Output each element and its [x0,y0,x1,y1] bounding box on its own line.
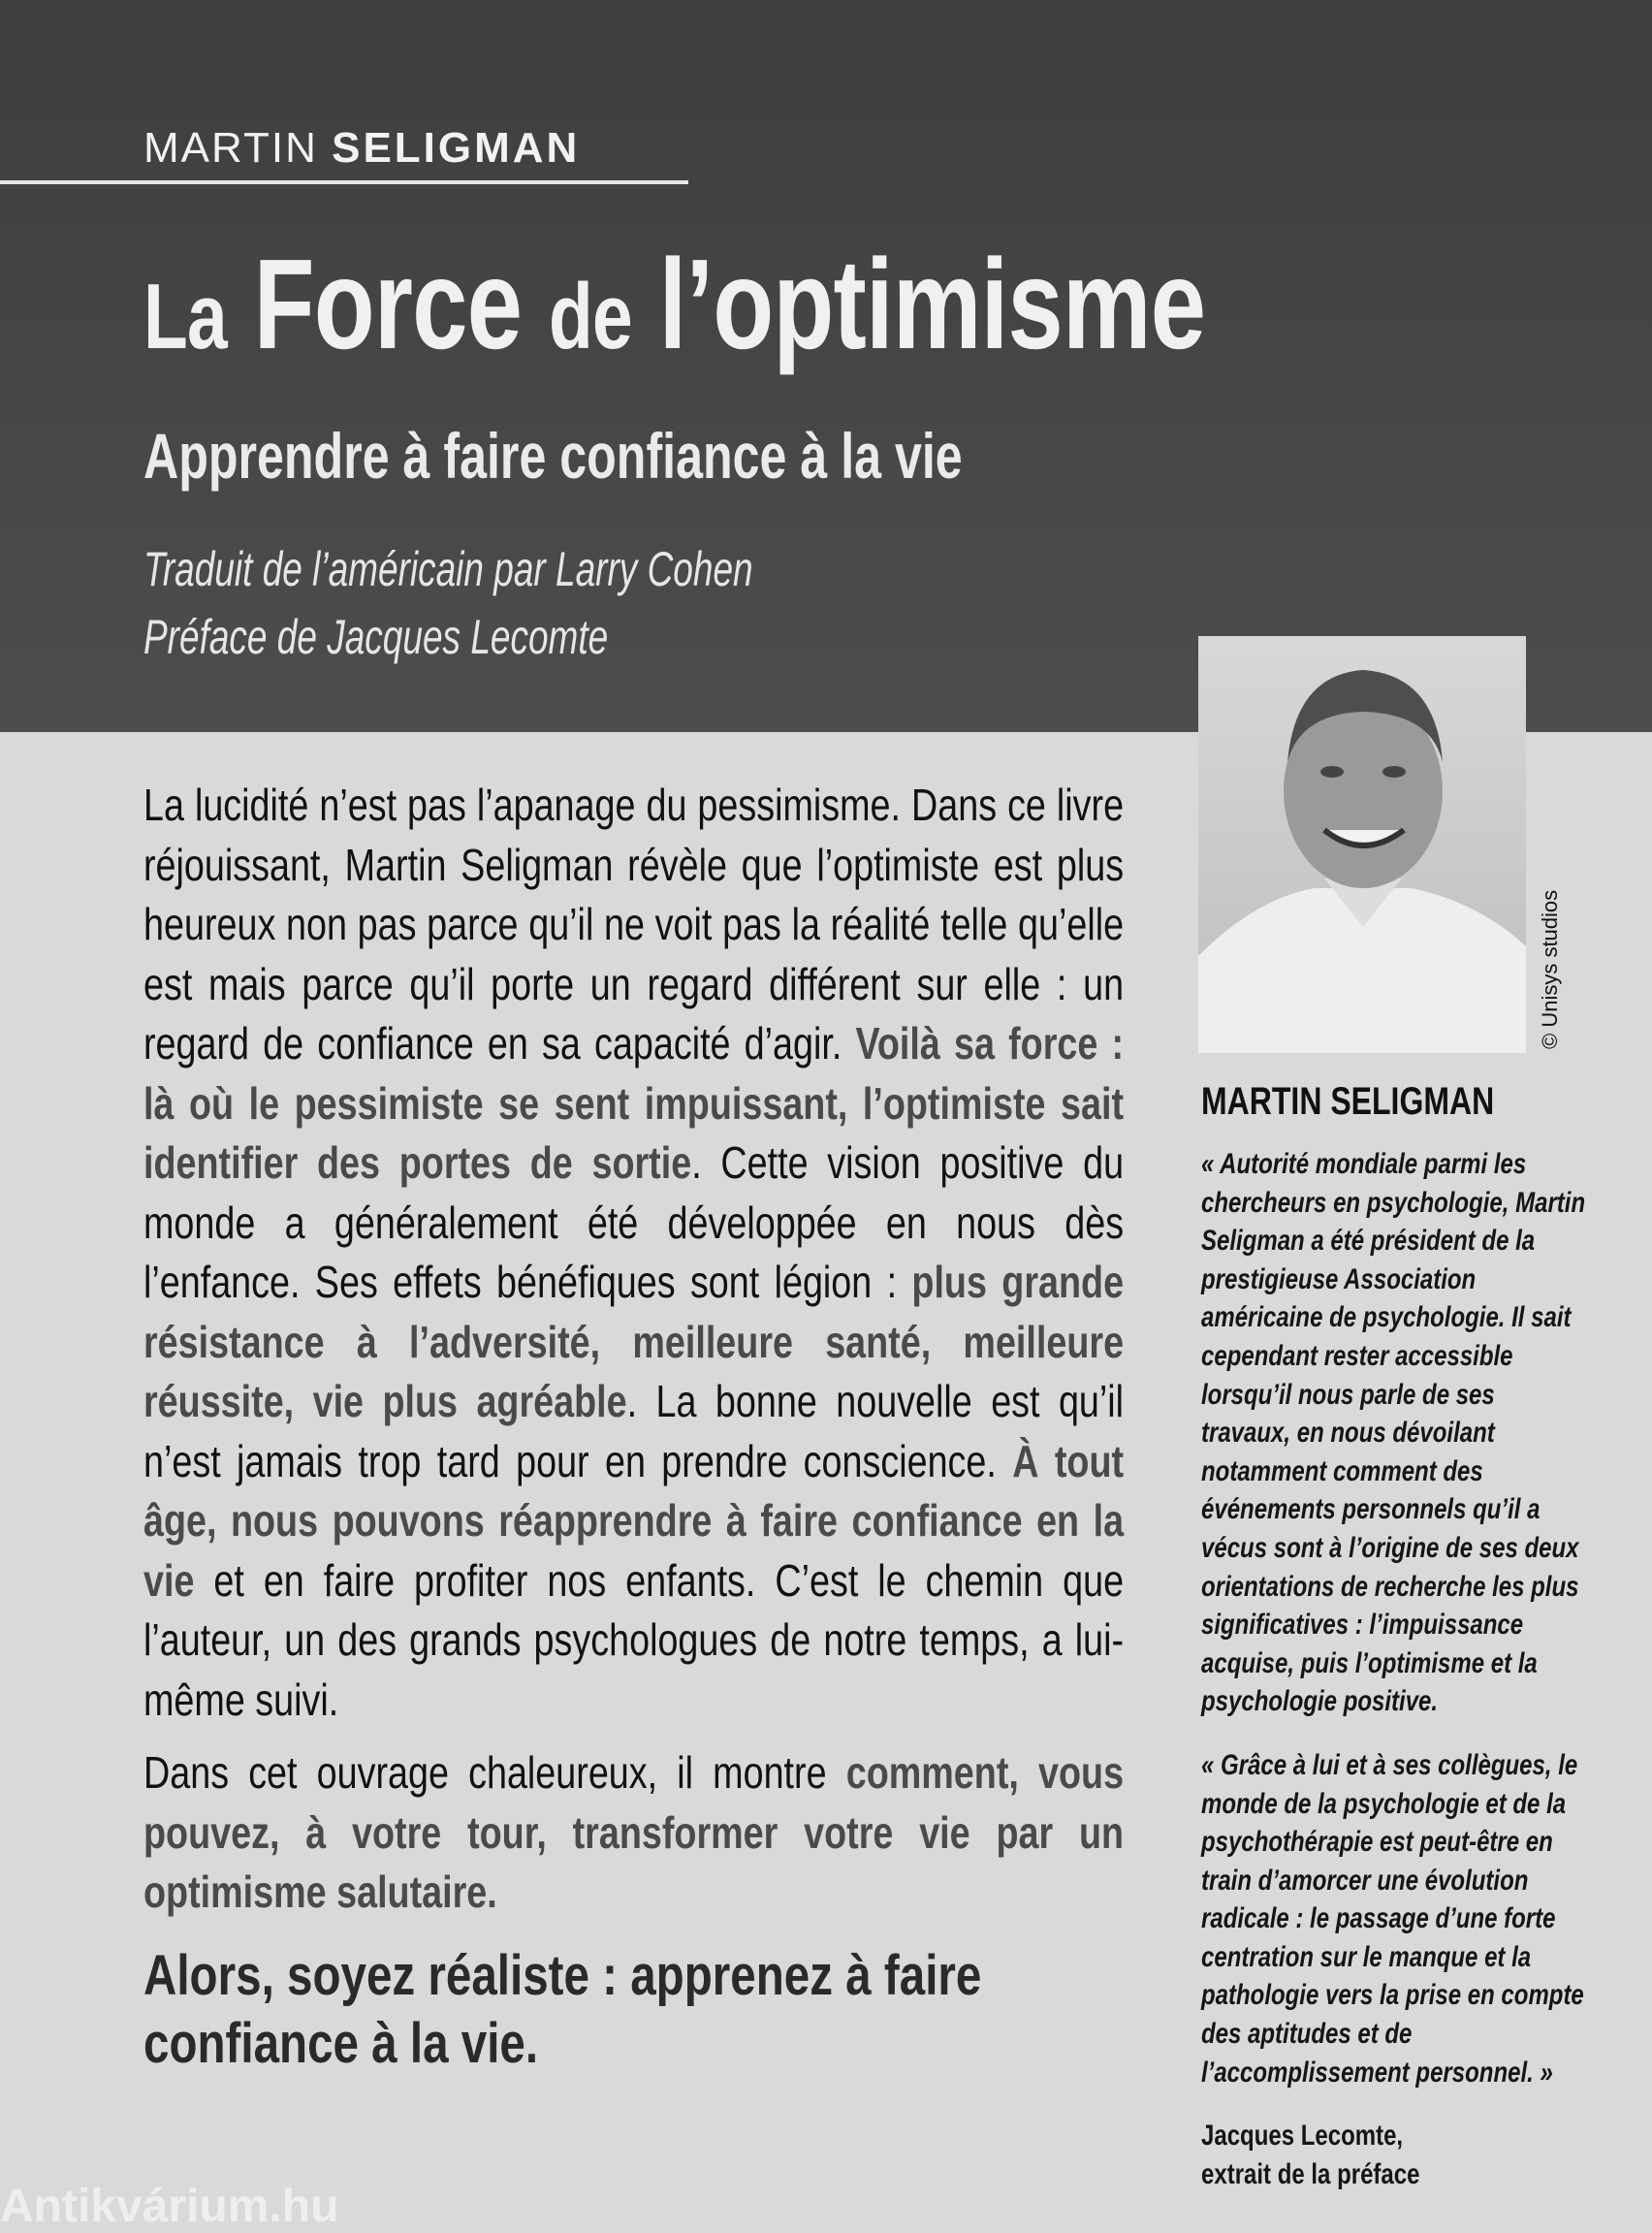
photo-credit: © Unisys studios [1538,889,1562,1049]
author-portrait-image [1198,636,1526,1053]
preface-credit: Préface de Jacques Lecomte [143,610,609,664]
book-title [143,231,1205,377]
text-segment: Dans cet ouvrage chaleureux, il montre [143,1747,846,1798]
quote-signature-source: extrait de la préface [1201,2157,1420,2190]
highlight-segment: plus grande résistance à l’adversité, meilleure santé, meilleure réussite, vie plus agréable [143,1257,1125,1426]
description-text [143,776,1124,2091]
author-photo [1198,636,1526,1053]
title-word: Force [253,233,523,375]
highlight-segment: À tout âge, nous pouvons réapprendre à faire confiance en la vie [143,1435,1125,1606]
text-segment: . Cette vision positive du monde a généralement été développée en nous dès l’enfance. Ses effets bénéfiques sont légion : [143,1137,1125,1307]
text-segment: . La bonne nouvelle est qu’il n’est jamais trop tard pour en prendre conscience. [143,1376,1125,1486]
book-subtitle: Apprendre à faire confiance à la vie [143,420,963,492]
title-word: La [143,265,227,368]
quote-signature-name: Jacques Lecomte, [1201,2120,1404,2153]
author-underline [0,180,688,184]
closing-statement: Alors, soyez réaliste : apprenez à faire confiance à la vie. [143,1943,982,2075]
author-name [143,124,580,173]
highlight-segment: Voilà sa force : là où le pessimiste se sent impuissant, l’optimiste sait identifier des portes de sortie [143,1018,1125,1188]
description-paragraph [143,1743,1124,1923]
text-segment: et en faire profiter nos enfants. C’est le chemin que l’auteur, un des grands psychologues de notre temps, a lui-même suivi. [143,1554,1125,1725]
highlight-segment: comment, vous pouvez, à votre tour, transformer votre vie par un optimisme salutaire. [143,1747,1125,1917]
text-segment: La lucidité n’est pas l’apanage du pessimisme. Dans ce livre réjouissant, Martin Seligman révèle que l’optimiste est plus heureux non pas parce qu’il ne voit pas la réalité telle qu’elle est mais parce qu’il porte un regard différent sur elle : un regard de confiance en sa capacité d’agir. [143,780,1125,1069]
translator-credit: Traduit de l’américain par Larry Cohen [143,542,753,596]
watermark: Antikvárium.hu [0,2181,339,2232]
description-paragraph [143,776,1124,1730]
title-word: l’optimisme [658,233,1206,375]
author-sidebar [1201,1080,1589,2193]
author-first-name: MARTIN [143,124,318,172]
author-last-name: SELIGMAN [332,124,581,172]
sidebar-quote: « Autorité mondiale parmi les chercheurs en psychologie, Martin Seligman a été président de la prestigieuse Association américaine de psychologie. Il sait cependant rester accessible lorsqu’il nous parle de ses travaux, en nous dévoilant notamment comment des événements personnels qu’il a vécus sont à l’origine de ses deux orientations de recherche les plus significatives : l’impuissance acquise, puis l’optimisme et la psychologie positive. [1201,1148,1586,1718]
sidebar-quote: « Grâce à lui et à ses collègues, le monde de la psychologie et de la psychothérapie est peut-être en train d’amorcer une évolution radicale : le passage d’une forte centration sur le manque et la pathologie vers la prise en compte des aptitudes et de l’accomplissement personnel. » [1201,1748,1584,2089]
title-word: de [548,265,632,368]
sidebar-author-name: MARTIN SELIGMAN [1201,1080,1495,1123]
